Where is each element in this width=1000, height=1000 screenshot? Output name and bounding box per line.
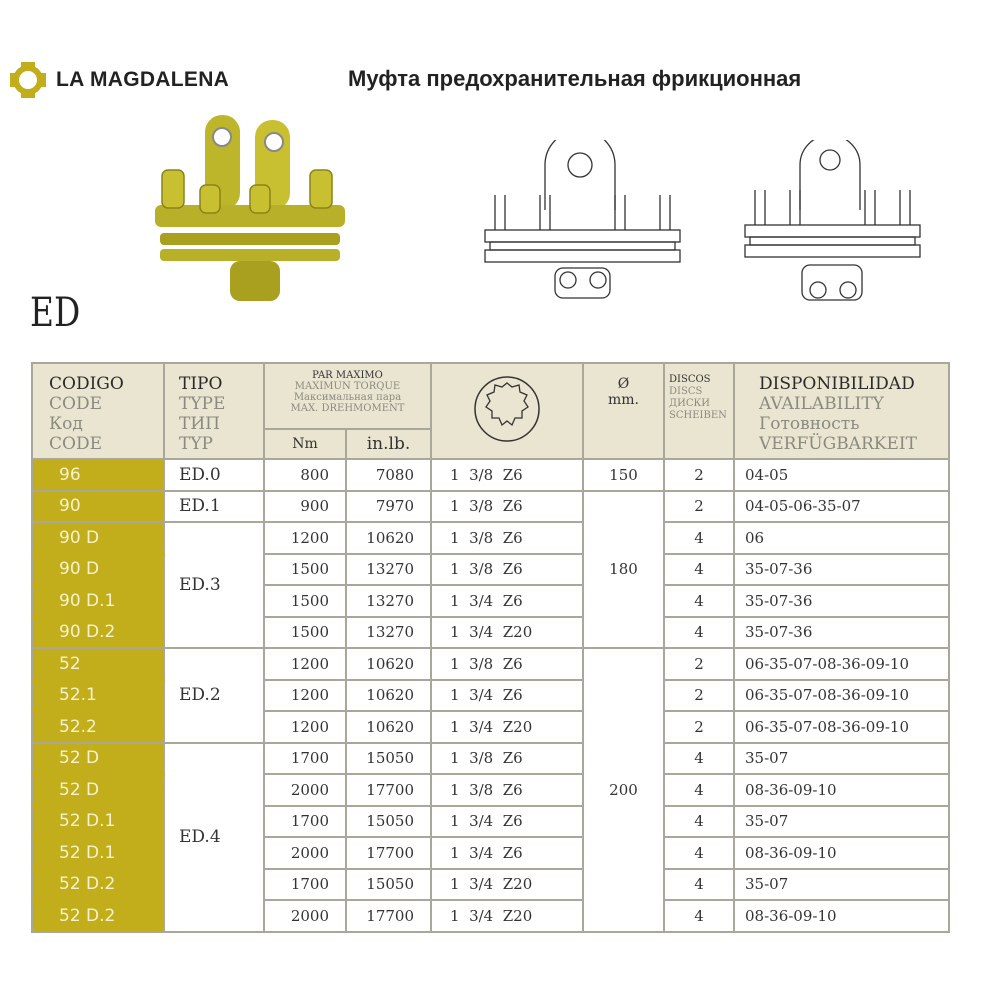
diameter-cell: 200	[583, 648, 664, 932]
table-row	[32, 648, 949, 680]
discs-cell: 2	[664, 680, 734, 712]
availability-cell: 35-07	[734, 869, 949, 901]
discs-cell: 4	[664, 743, 734, 775]
discs-cell: 4	[664, 585, 734, 617]
availability-cell: 06-35-07-08-36-09-10	[734, 711, 949, 743]
nm-cell: 1500	[264, 554, 346, 586]
nm-cell: 1200	[264, 680, 346, 712]
inlb-cell: 10620	[346, 680, 431, 712]
discs-cell: 4	[664, 617, 734, 649]
spline-cell: 1 3/8 Z6	[431, 774, 583, 806]
code-cell: 90 D.2	[32, 617, 164, 649]
code-cell: 52 D	[32, 774, 164, 806]
header-text: CODIGO	[49, 374, 124, 394]
nm-cell: 1200	[264, 522, 346, 554]
header-text: TIPO	[179, 374, 223, 394]
inlb-cell: 15050	[346, 806, 431, 838]
header-diameter	[583, 363, 664, 459]
availability-cell: 04-05	[734, 459, 949, 491]
discs-cell: 4	[664, 774, 734, 806]
nm-cell: 2000	[264, 900, 346, 932]
spline-cell: 1 3/8 Z6	[431, 743, 583, 775]
inlb-cell: 7080	[346, 459, 431, 491]
header-text: Максимальная пара	[293, 392, 402, 403]
code-cell: 90 D	[32, 554, 164, 586]
availability-cell: 08-36-09-10	[734, 774, 949, 806]
spline-cell: 1 3/4 Z20	[431, 869, 583, 901]
availability-cell: 06-35-07-08-36-09-10	[734, 648, 949, 680]
header-torque	[264, 363, 431, 429]
discs-cell: 4	[664, 522, 734, 554]
nm-cell: 1500	[264, 617, 346, 649]
inlb-cell: 10620	[346, 522, 431, 554]
header-text: Код	[49, 414, 83, 434]
code-cell: 52.2	[32, 711, 164, 743]
inlb-cell: 10620	[346, 711, 431, 743]
spline-cell: 1 3/8 Z6	[431, 648, 583, 680]
header-text: MAX. DREHMOMENT	[290, 403, 405, 414]
spline-cell: 1 3/8 Z6	[431, 554, 583, 586]
spline-icon	[472, 374, 542, 444]
inlb-cell: 7970	[346, 491, 431, 523]
header-type	[164, 363, 264, 459]
nm-cell: 800	[264, 459, 346, 491]
code-cell: 52 D.1	[32, 806, 164, 838]
nm-cell: 2000	[264, 774, 346, 806]
technical-drawing-front	[480, 140, 685, 315]
table-row	[32, 491, 949, 523]
code-cell: 52 D	[32, 743, 164, 775]
code-cell: 52	[32, 648, 164, 680]
availability-cell: 06	[734, 522, 949, 554]
spline-cell: 1 3/8 Z6	[431, 522, 583, 554]
brand-name: LA MAGDALENA	[56, 68, 230, 91]
availability-cell: 06-35-07-08-36-09-10	[734, 680, 949, 712]
header-code	[32, 363, 164, 459]
header-text: mm.	[607, 392, 639, 408]
header-text: ТИП	[179, 414, 220, 434]
availability-cell: 35-07	[734, 806, 949, 838]
technical-drawing-side	[740, 140, 925, 315]
discs-cell: 4	[664, 900, 734, 932]
header-text: SCHEIBEN	[669, 410, 727, 421]
header-nm: Nm	[264, 429, 346, 459]
inlb-cell: 13270	[346, 585, 431, 617]
type-cell: ED.2	[164, 648, 264, 743]
discs-cell: 2	[664, 711, 734, 743]
brand-logo	[8, 60, 229, 100]
specs-table	[31, 362, 950, 933]
spline-cell: 1 3/8 Z6	[431, 459, 583, 491]
type-cell: ED.4	[164, 743, 264, 932]
inlb-cell: 17700	[346, 900, 431, 932]
page-title: Муфта предохранительная фрикционная	[348, 66, 802, 91]
inlb-cell: 15050	[346, 743, 431, 775]
type-cell: ED.0	[164, 459, 264, 491]
code-cell: 52.1	[32, 680, 164, 712]
inlb-cell: 13270	[346, 554, 431, 586]
discs-cell: 2	[664, 648, 734, 680]
table-row	[32, 522, 949, 554]
inlb-cell: 17700	[346, 774, 431, 806]
code-cell: 52 D.2	[32, 869, 164, 901]
header-text: CODE	[49, 434, 102, 454]
nm-cell: 2000	[264, 837, 346, 869]
discs-cell: 4	[664, 869, 734, 901]
availability-cell: 35-07-36	[734, 617, 949, 649]
header-text: MAXIMUN TORQUE	[294, 381, 401, 392]
discs-cell: 2	[664, 459, 734, 491]
spline-cell: 1 3/4 Z6	[431, 837, 583, 869]
spline-cell: 1 3/4 Z20	[431, 617, 583, 649]
header-text: VERFÜGBARKEIT	[759, 434, 917, 454]
table-row	[32, 743, 949, 775]
availability-cell: 08-36-09-10	[734, 837, 949, 869]
header-spline	[431, 363, 583, 459]
nm-cell: 900	[264, 491, 346, 523]
header-text: DISPONIBILIDAD	[759, 374, 915, 394]
header-text: ДИСКИ	[669, 398, 710, 409]
inlb-cell: 15050	[346, 869, 431, 901]
inlb-cell: 17700	[346, 837, 431, 869]
spline-cell: 1 3/4 Z6	[431, 585, 583, 617]
discs-cell: 2	[664, 491, 734, 523]
spline-cell: 1 3/4 Z20	[431, 711, 583, 743]
header-text: DISCOS	[669, 374, 711, 385]
table-row	[32, 459, 949, 491]
product-photo	[150, 115, 350, 315]
header-text: Ø	[617, 376, 630, 392]
code-cell: 90 D.1	[32, 585, 164, 617]
code-cell: 90 D	[32, 522, 164, 554]
spline-cell: 1 3/4 Z6	[431, 680, 583, 712]
nm-cell: 1700	[264, 806, 346, 838]
nm-cell: 1700	[264, 743, 346, 775]
code-cell: 52 D.2	[32, 900, 164, 932]
nm-cell: 1700	[264, 869, 346, 901]
availability-cell: 35-07-36	[734, 585, 949, 617]
header-text: TYP	[179, 434, 213, 454]
series-label: ED	[30, 290, 81, 336]
header-text: PAR MAXIMO	[312, 370, 383, 381]
header-text: CODE	[49, 394, 102, 414]
code-cell: 90	[32, 491, 164, 523]
nm-cell: 1200	[264, 648, 346, 680]
nm-cell: 1500	[264, 585, 346, 617]
header-availability	[734, 363, 949, 459]
spline-cell: 1 3/8 Z6	[431, 491, 583, 523]
diameter-cell: 180	[583, 491, 664, 649]
discs-cell: 4	[664, 837, 734, 869]
availability-cell: 35-07-36	[734, 554, 949, 586]
type-cell: ED.3	[164, 522, 264, 648]
availability-cell: 08-36-09-10	[734, 900, 949, 932]
discs-cell: 4	[664, 806, 734, 838]
header-text: AVAILABILITY	[759, 394, 884, 414]
header-discs	[664, 363, 734, 459]
discs-cell: 4	[664, 554, 734, 586]
availability-cell: 35-07	[734, 743, 949, 775]
type-cell: ED.1	[164, 491, 264, 523]
spline-cell: 1 3/4 Z20	[431, 900, 583, 932]
inlb-cell: 13270	[346, 617, 431, 649]
nm-cell: 1200	[264, 711, 346, 743]
header-inlb: in.lb.	[346, 429, 431, 459]
diameter-cell: 150	[583, 459, 664, 491]
spline-cell: 1 3/4 Z6	[431, 806, 583, 838]
availability-cell: 04-05-06-35-07	[734, 491, 949, 523]
header-text: DISCS	[669, 386, 703, 397]
logo-mark-icon	[8, 60, 48, 100]
header-text: TYPE	[179, 394, 226, 414]
code-cell: 52 D.1	[32, 837, 164, 869]
header-text: Готовность	[759, 414, 860, 434]
code-cell: 96	[32, 459, 164, 491]
inlb-cell: 10620	[346, 648, 431, 680]
